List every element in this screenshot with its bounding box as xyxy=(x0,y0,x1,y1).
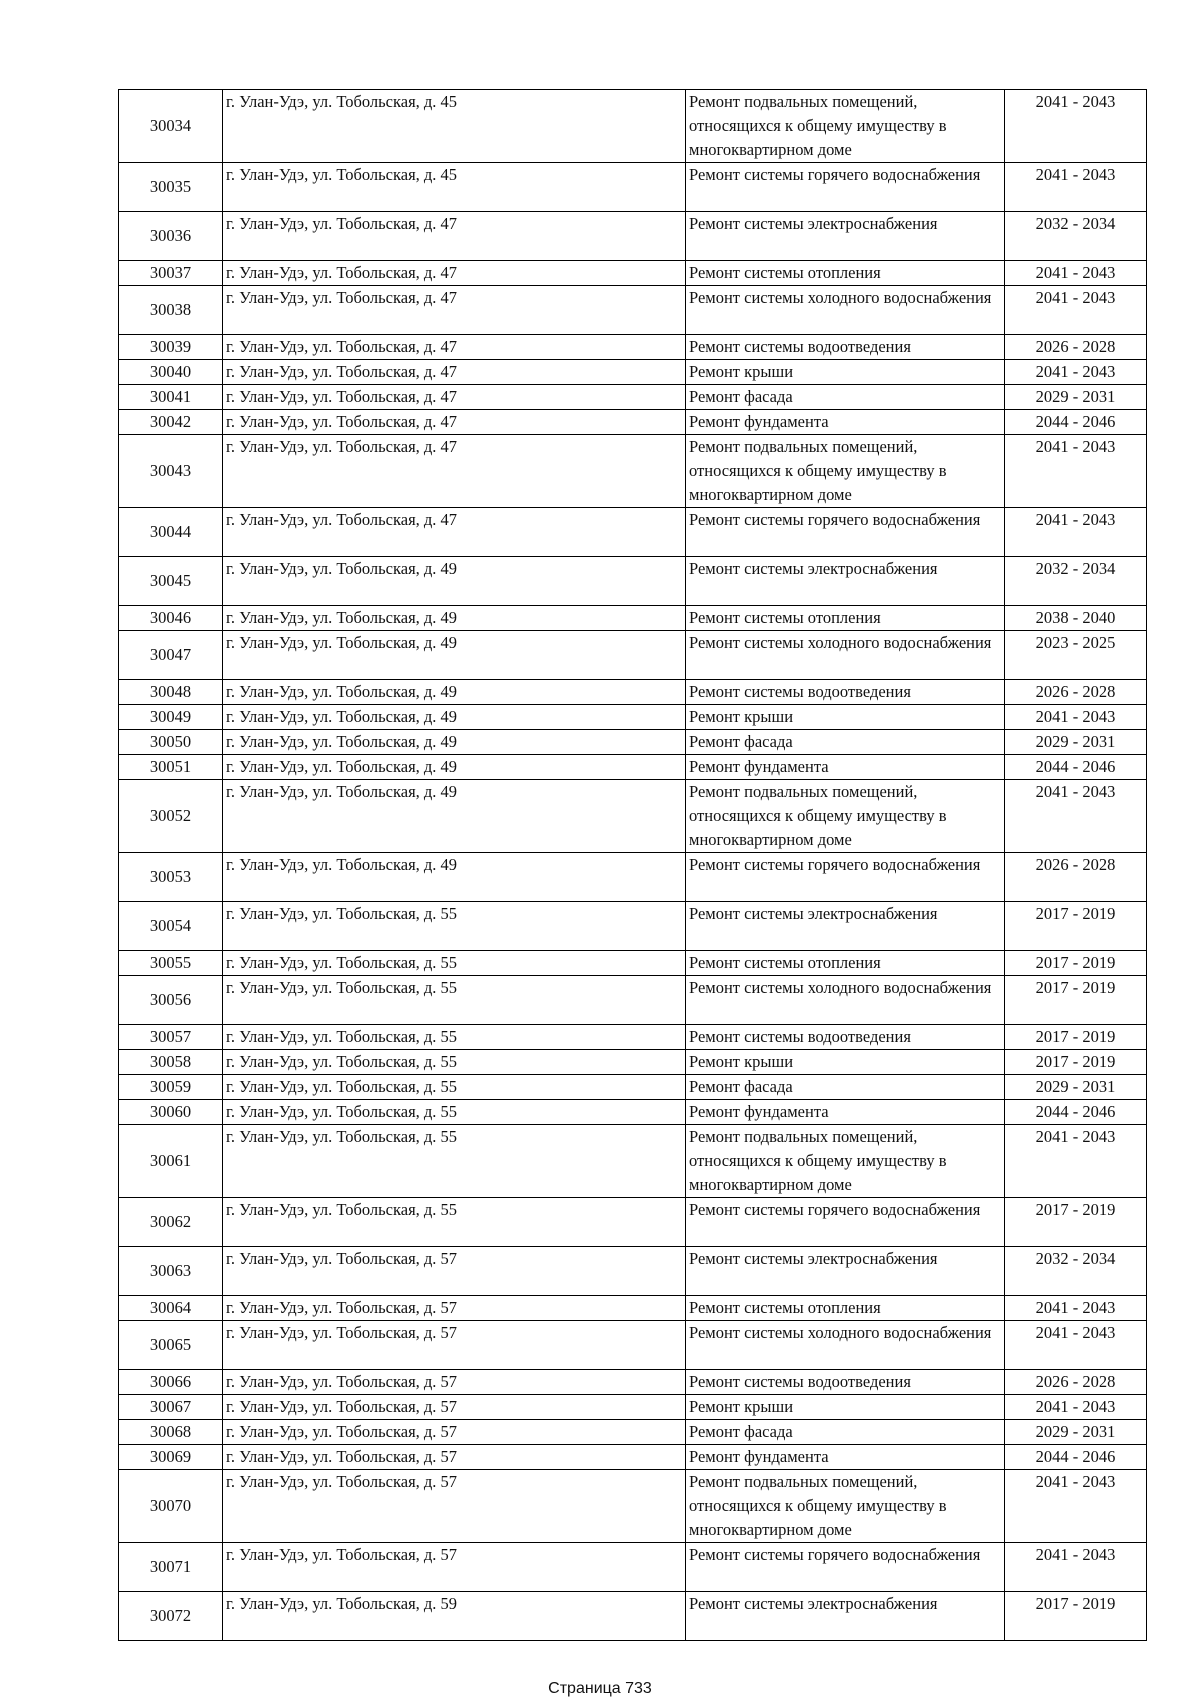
row-work-type: Ремонт системы отопления xyxy=(686,606,1005,631)
row-work-type: Ремонт системы водоотведения xyxy=(686,1370,1005,1395)
row-period: 2041 - 2043 xyxy=(1005,1543,1147,1592)
row-address: г. Улан-Удэ, ул. Тобольская, д. 55 xyxy=(223,1050,686,1075)
row-period: 2041 - 2043 xyxy=(1005,1395,1147,1420)
row-id: 30047 xyxy=(119,631,223,680)
row-id: 30058 xyxy=(119,1050,223,1075)
table-row xyxy=(119,780,1147,853)
table-row xyxy=(119,853,1147,902)
row-id: 30046 xyxy=(119,606,223,631)
row-period: 2017 - 2019 xyxy=(1005,1198,1147,1247)
row-id: 30040 xyxy=(119,360,223,385)
row-work-type: Ремонт крыши xyxy=(686,360,1005,385)
row-id: 30068 xyxy=(119,1420,223,1445)
row-work-type: Ремонт системы горячего водоснабжения xyxy=(686,853,1005,902)
table-row xyxy=(119,1198,1147,1247)
table-row xyxy=(119,1321,1147,1370)
table-row xyxy=(119,261,1147,286)
row-address: г. Улан-Удэ, ул. Тобольская, д. 55 xyxy=(223,1198,686,1247)
row-address: г. Улан-Удэ, ул. Тобольская, д. 49 xyxy=(223,606,686,631)
row-work-type: Ремонт фундамента xyxy=(686,1100,1005,1125)
row-address: г. Улан-Удэ, ул. Тобольская, д. 55 xyxy=(223,1125,686,1198)
row-work-type: Ремонт крыши xyxy=(686,1395,1005,1420)
row-id: 30070 xyxy=(119,1470,223,1543)
table-row xyxy=(119,680,1147,705)
row-period: 2041 - 2043 xyxy=(1005,286,1147,335)
row-work-type: Ремонт системы электроснабжения xyxy=(686,212,1005,261)
table-row xyxy=(119,410,1147,435)
row-period: 2041 - 2043 xyxy=(1005,1470,1147,1543)
row-id: 30054 xyxy=(119,902,223,951)
row-period: 2044 - 2046 xyxy=(1005,1445,1147,1470)
row-work-type: Ремонт системы электроснабжения xyxy=(686,902,1005,951)
row-address: г. Улан-Удэ, ул. Тобольская, д. 49 xyxy=(223,631,686,680)
table-row xyxy=(119,90,1147,163)
table-row xyxy=(119,1247,1147,1296)
row-work-type: Ремонт системы горячего водоснабжения xyxy=(686,508,1005,557)
row-address: г. Улан-Удэ, ул. Тобольская, д. 47 xyxy=(223,212,686,261)
table-body xyxy=(119,90,1147,1641)
row-work-type: Ремонт подвальных помещений, относящихся к общему имуществу в многоквартирном доме xyxy=(686,780,1005,853)
row-id: 30072 xyxy=(119,1592,223,1641)
row-work-type: Ремонт системы холодного водоснабжения xyxy=(686,286,1005,335)
row-work-type: Ремонт системы отопления xyxy=(686,261,1005,286)
table-row xyxy=(119,1025,1147,1050)
row-address: г. Улан-Удэ, ул. Тобольская, д. 47 xyxy=(223,335,686,360)
row-id: 30059 xyxy=(119,1075,223,1100)
row-address: г. Улан-Удэ, ул. Тобольская, д. 57 xyxy=(223,1543,686,1592)
row-address: г. Улан-Удэ, ул. Тобольская, д. 59 xyxy=(223,1592,686,1641)
table-row xyxy=(119,1470,1147,1543)
row-period: 2044 - 2046 xyxy=(1005,1100,1147,1125)
row-work-type: Ремонт системы холодного водоснабжения xyxy=(686,976,1005,1025)
table-row xyxy=(119,360,1147,385)
table-row xyxy=(119,1592,1147,1641)
row-id: 30057 xyxy=(119,1025,223,1050)
row-period: 2032 - 2034 xyxy=(1005,557,1147,606)
row-period: 2041 - 2043 xyxy=(1005,360,1147,385)
row-period: 2029 - 2031 xyxy=(1005,1075,1147,1100)
table-row xyxy=(119,1543,1147,1592)
row-id: 30066 xyxy=(119,1370,223,1395)
table-row xyxy=(119,976,1147,1025)
table-row xyxy=(119,1420,1147,1445)
row-work-type: Ремонт фундамента xyxy=(686,410,1005,435)
row-work-type: Ремонт системы водоотведения xyxy=(686,335,1005,360)
row-id: 30042 xyxy=(119,410,223,435)
work-schedule-table xyxy=(118,89,1147,1641)
row-address: г. Улан-Удэ, ул. Тобольская, д. 49 xyxy=(223,705,686,730)
row-period: 2017 - 2019 xyxy=(1005,1025,1147,1050)
table-row xyxy=(119,1395,1147,1420)
table-row xyxy=(119,557,1147,606)
row-work-type: Ремонт подвальных помещений, относящихся к общему имуществу в многоквартирном доме xyxy=(686,435,1005,508)
row-period: 2029 - 2031 xyxy=(1005,730,1147,755)
row-address: г. Улан-Удэ, ул. Тобольская, д. 49 xyxy=(223,730,686,755)
row-work-type: Ремонт фасада xyxy=(686,1075,1005,1100)
table-row xyxy=(119,755,1147,780)
row-work-type: Ремонт системы горячего водоснабжения xyxy=(686,1198,1005,1247)
row-address: г. Улан-Удэ, ул. Тобольская, д. 47 xyxy=(223,286,686,335)
page-number: Страница 733 xyxy=(548,1680,652,1697)
row-period: 2041 - 2043 xyxy=(1005,261,1147,286)
row-work-type: Ремонт системы отопления xyxy=(686,1296,1005,1321)
table-row xyxy=(119,335,1147,360)
row-address: г. Улан-Удэ, ул. Тобольская, д. 55 xyxy=(223,951,686,976)
table-row xyxy=(119,1125,1147,1198)
row-id: 30056 xyxy=(119,976,223,1025)
row-address: г. Улан-Удэ, ул. Тобольская, д. 57 xyxy=(223,1247,686,1296)
row-id: 30037 xyxy=(119,261,223,286)
row-period: 2044 - 2046 xyxy=(1005,410,1147,435)
row-work-type: Ремонт подвальных помещений, относящихся к общему имуществу в многоквартирном доме xyxy=(686,1470,1005,1543)
row-address: г. Улан-Удэ, ул. Тобольская, д. 47 xyxy=(223,385,686,410)
row-id: 30049 xyxy=(119,705,223,730)
row-work-type: Ремонт системы электроснабжения xyxy=(686,557,1005,606)
row-period: 2041 - 2043 xyxy=(1005,508,1147,557)
row-work-type: Ремонт системы водоотведения xyxy=(686,1025,1005,1050)
row-work-type: Ремонт фундамента xyxy=(686,755,1005,780)
table-row xyxy=(119,508,1147,557)
row-id: 30055 xyxy=(119,951,223,976)
table-row xyxy=(119,163,1147,212)
row-id: 30039 xyxy=(119,335,223,360)
row-address: г. Улан-Удэ, ул. Тобольская, д. 55 xyxy=(223,1075,686,1100)
row-address: г. Улан-Удэ, ул. Тобольская, д. 55 xyxy=(223,1100,686,1125)
row-id: 30041 xyxy=(119,385,223,410)
row-period: 2044 - 2046 xyxy=(1005,755,1147,780)
row-address: г. Улан-Удэ, ул. Тобольская, д. 49 xyxy=(223,755,686,780)
row-id: 30064 xyxy=(119,1296,223,1321)
row-id: 30062 xyxy=(119,1198,223,1247)
table-row xyxy=(119,730,1147,755)
row-address: г. Улан-Удэ, ул. Тобольская, д. 47 xyxy=(223,261,686,286)
row-work-type: Ремонт системы холодного водоснабжения xyxy=(686,631,1005,680)
row-id: 30051 xyxy=(119,755,223,780)
row-address: г. Улан-Удэ, ул. Тобольская, д. 49 xyxy=(223,680,686,705)
row-period: 2032 - 2034 xyxy=(1005,212,1147,261)
row-id: 30071 xyxy=(119,1543,223,1592)
row-id: 30045 xyxy=(119,557,223,606)
row-period: 2029 - 2031 xyxy=(1005,385,1147,410)
row-work-type: Ремонт фасада xyxy=(686,1420,1005,1445)
row-id: 30034 xyxy=(119,90,223,163)
row-work-type: Ремонт системы электроснабжения xyxy=(686,1247,1005,1296)
row-period: 2026 - 2028 xyxy=(1005,680,1147,705)
row-address: г. Улан-Удэ, ул. Тобольская, д. 57 xyxy=(223,1395,686,1420)
row-id: 30063 xyxy=(119,1247,223,1296)
row-period: 2041 - 2043 xyxy=(1005,780,1147,853)
row-work-type: Ремонт крыши xyxy=(686,1050,1005,1075)
row-id: 30067 xyxy=(119,1395,223,1420)
row-id: 30035 xyxy=(119,163,223,212)
table-row xyxy=(119,631,1147,680)
row-id: 30060 xyxy=(119,1100,223,1125)
row-address: г. Улан-Удэ, ул. Тобольская, д. 49 xyxy=(223,780,686,853)
table-row xyxy=(119,1050,1147,1075)
row-id: 30061 xyxy=(119,1125,223,1198)
row-period: 2029 - 2031 xyxy=(1005,1420,1147,1445)
row-address: г. Улан-Удэ, ул. Тобольская, д. 55 xyxy=(223,1025,686,1050)
row-address: г. Улан-Удэ, ул. Тобольская, д. 57 xyxy=(223,1370,686,1395)
row-period: 2041 - 2043 xyxy=(1005,1296,1147,1321)
row-period: 2038 - 2040 xyxy=(1005,606,1147,631)
row-work-type: Ремонт системы водоотведения xyxy=(686,680,1005,705)
table-row xyxy=(119,286,1147,335)
row-id: 30036 xyxy=(119,212,223,261)
row-period: 2026 - 2028 xyxy=(1005,853,1147,902)
row-work-type: Ремонт фундамента xyxy=(686,1445,1005,1470)
row-period: 2026 - 2028 xyxy=(1005,335,1147,360)
row-period: 2041 - 2043 xyxy=(1005,1125,1147,1198)
table-row xyxy=(119,951,1147,976)
row-address: г. Улан-Удэ, ул. Тобольская, д. 45 xyxy=(223,163,686,212)
table-row xyxy=(119,606,1147,631)
row-address: г. Улан-Удэ, ул. Тобольская, д. 47 xyxy=(223,508,686,557)
row-work-type: Ремонт системы холодного водоснабжения xyxy=(686,1321,1005,1370)
row-address: г. Улан-Удэ, ул. Тобольская, д. 57 xyxy=(223,1321,686,1370)
row-work-type: Ремонт фасада xyxy=(686,730,1005,755)
row-period: 2017 - 2019 xyxy=(1005,951,1147,976)
table-row xyxy=(119,212,1147,261)
row-id: 30050 xyxy=(119,730,223,755)
row-period: 2041 - 2043 xyxy=(1005,163,1147,212)
row-period: 2017 - 2019 xyxy=(1005,902,1147,951)
row-period: 2032 - 2034 xyxy=(1005,1247,1147,1296)
row-period: 2041 - 2043 xyxy=(1005,1321,1147,1370)
row-work-type: Ремонт системы отопления xyxy=(686,951,1005,976)
row-period: 2023 - 2025 xyxy=(1005,631,1147,680)
row-id: 30053 xyxy=(119,853,223,902)
row-address: г. Улан-Удэ, ул. Тобольская, д. 49 xyxy=(223,557,686,606)
row-work-type: Ремонт подвальных помещений, относящихся к общему имуществу в многоквартирном доме xyxy=(686,1125,1005,1198)
table-row xyxy=(119,902,1147,951)
row-work-type: Ремонт крыши xyxy=(686,705,1005,730)
row-id: 30065 xyxy=(119,1321,223,1370)
row-id: 30069 xyxy=(119,1445,223,1470)
row-period: 2041 - 2043 xyxy=(1005,435,1147,508)
row-address: г. Улан-Удэ, ул. Тобольская, д. 57 xyxy=(223,1470,686,1543)
row-id: 30052 xyxy=(119,780,223,853)
row-period: 2041 - 2043 xyxy=(1005,90,1147,163)
row-work-type: Ремонт системы электроснабжения xyxy=(686,1592,1005,1641)
row-work-type: Ремонт системы горячего водоснабжения xyxy=(686,163,1005,212)
table-row xyxy=(119,1296,1147,1321)
row-period: 2017 - 2019 xyxy=(1005,1050,1147,1075)
row-address: г. Улан-Удэ, ул. Тобольская, д. 57 xyxy=(223,1296,686,1321)
table-row xyxy=(119,385,1147,410)
table-row xyxy=(119,705,1147,730)
row-period: 2017 - 2019 xyxy=(1005,976,1147,1025)
table-row xyxy=(119,1100,1147,1125)
table-row xyxy=(119,1370,1147,1395)
row-address: г. Улан-Удэ, ул. Тобольская, д. 57 xyxy=(223,1420,686,1445)
row-address: г. Улан-Удэ, ул. Тобольская, д. 55 xyxy=(223,902,686,951)
row-address: г. Улан-Удэ, ул. Тобольская, д. 47 xyxy=(223,360,686,385)
row-address: г. Улан-Удэ, ул. Тобольская, д. 45 xyxy=(223,90,686,163)
table-row xyxy=(119,1445,1147,1470)
row-address: г. Улан-Удэ, ул. Тобольская, д. 47 xyxy=(223,410,686,435)
row-address: г. Улан-Удэ, ул. Тобольская, д. 47 xyxy=(223,435,686,508)
row-id: 30048 xyxy=(119,680,223,705)
table-row xyxy=(119,1075,1147,1100)
row-address: г. Улан-Удэ, ул. Тобольская, д. 55 xyxy=(223,976,686,1025)
row-period: 2017 - 2019 xyxy=(1005,1592,1147,1641)
row-period: 2026 - 2028 xyxy=(1005,1370,1147,1395)
row-address: г. Улан-Удэ, ул. Тобольская, д. 49 xyxy=(223,853,686,902)
row-id: 30038 xyxy=(119,286,223,335)
row-id: 30043 xyxy=(119,435,223,508)
table-row xyxy=(119,435,1147,508)
row-address: г. Улан-Удэ, ул. Тобольская, д. 57 xyxy=(223,1445,686,1470)
row-work-type: Ремонт фасада xyxy=(686,385,1005,410)
row-work-type: Ремонт подвальных помещений, относящихся к общему имуществу в многоквартирном доме xyxy=(686,90,1005,163)
row-id: 30044 xyxy=(119,508,223,557)
row-period: 2041 - 2043 xyxy=(1005,705,1147,730)
row-work-type: Ремонт системы горячего водоснабжения xyxy=(686,1543,1005,1592)
